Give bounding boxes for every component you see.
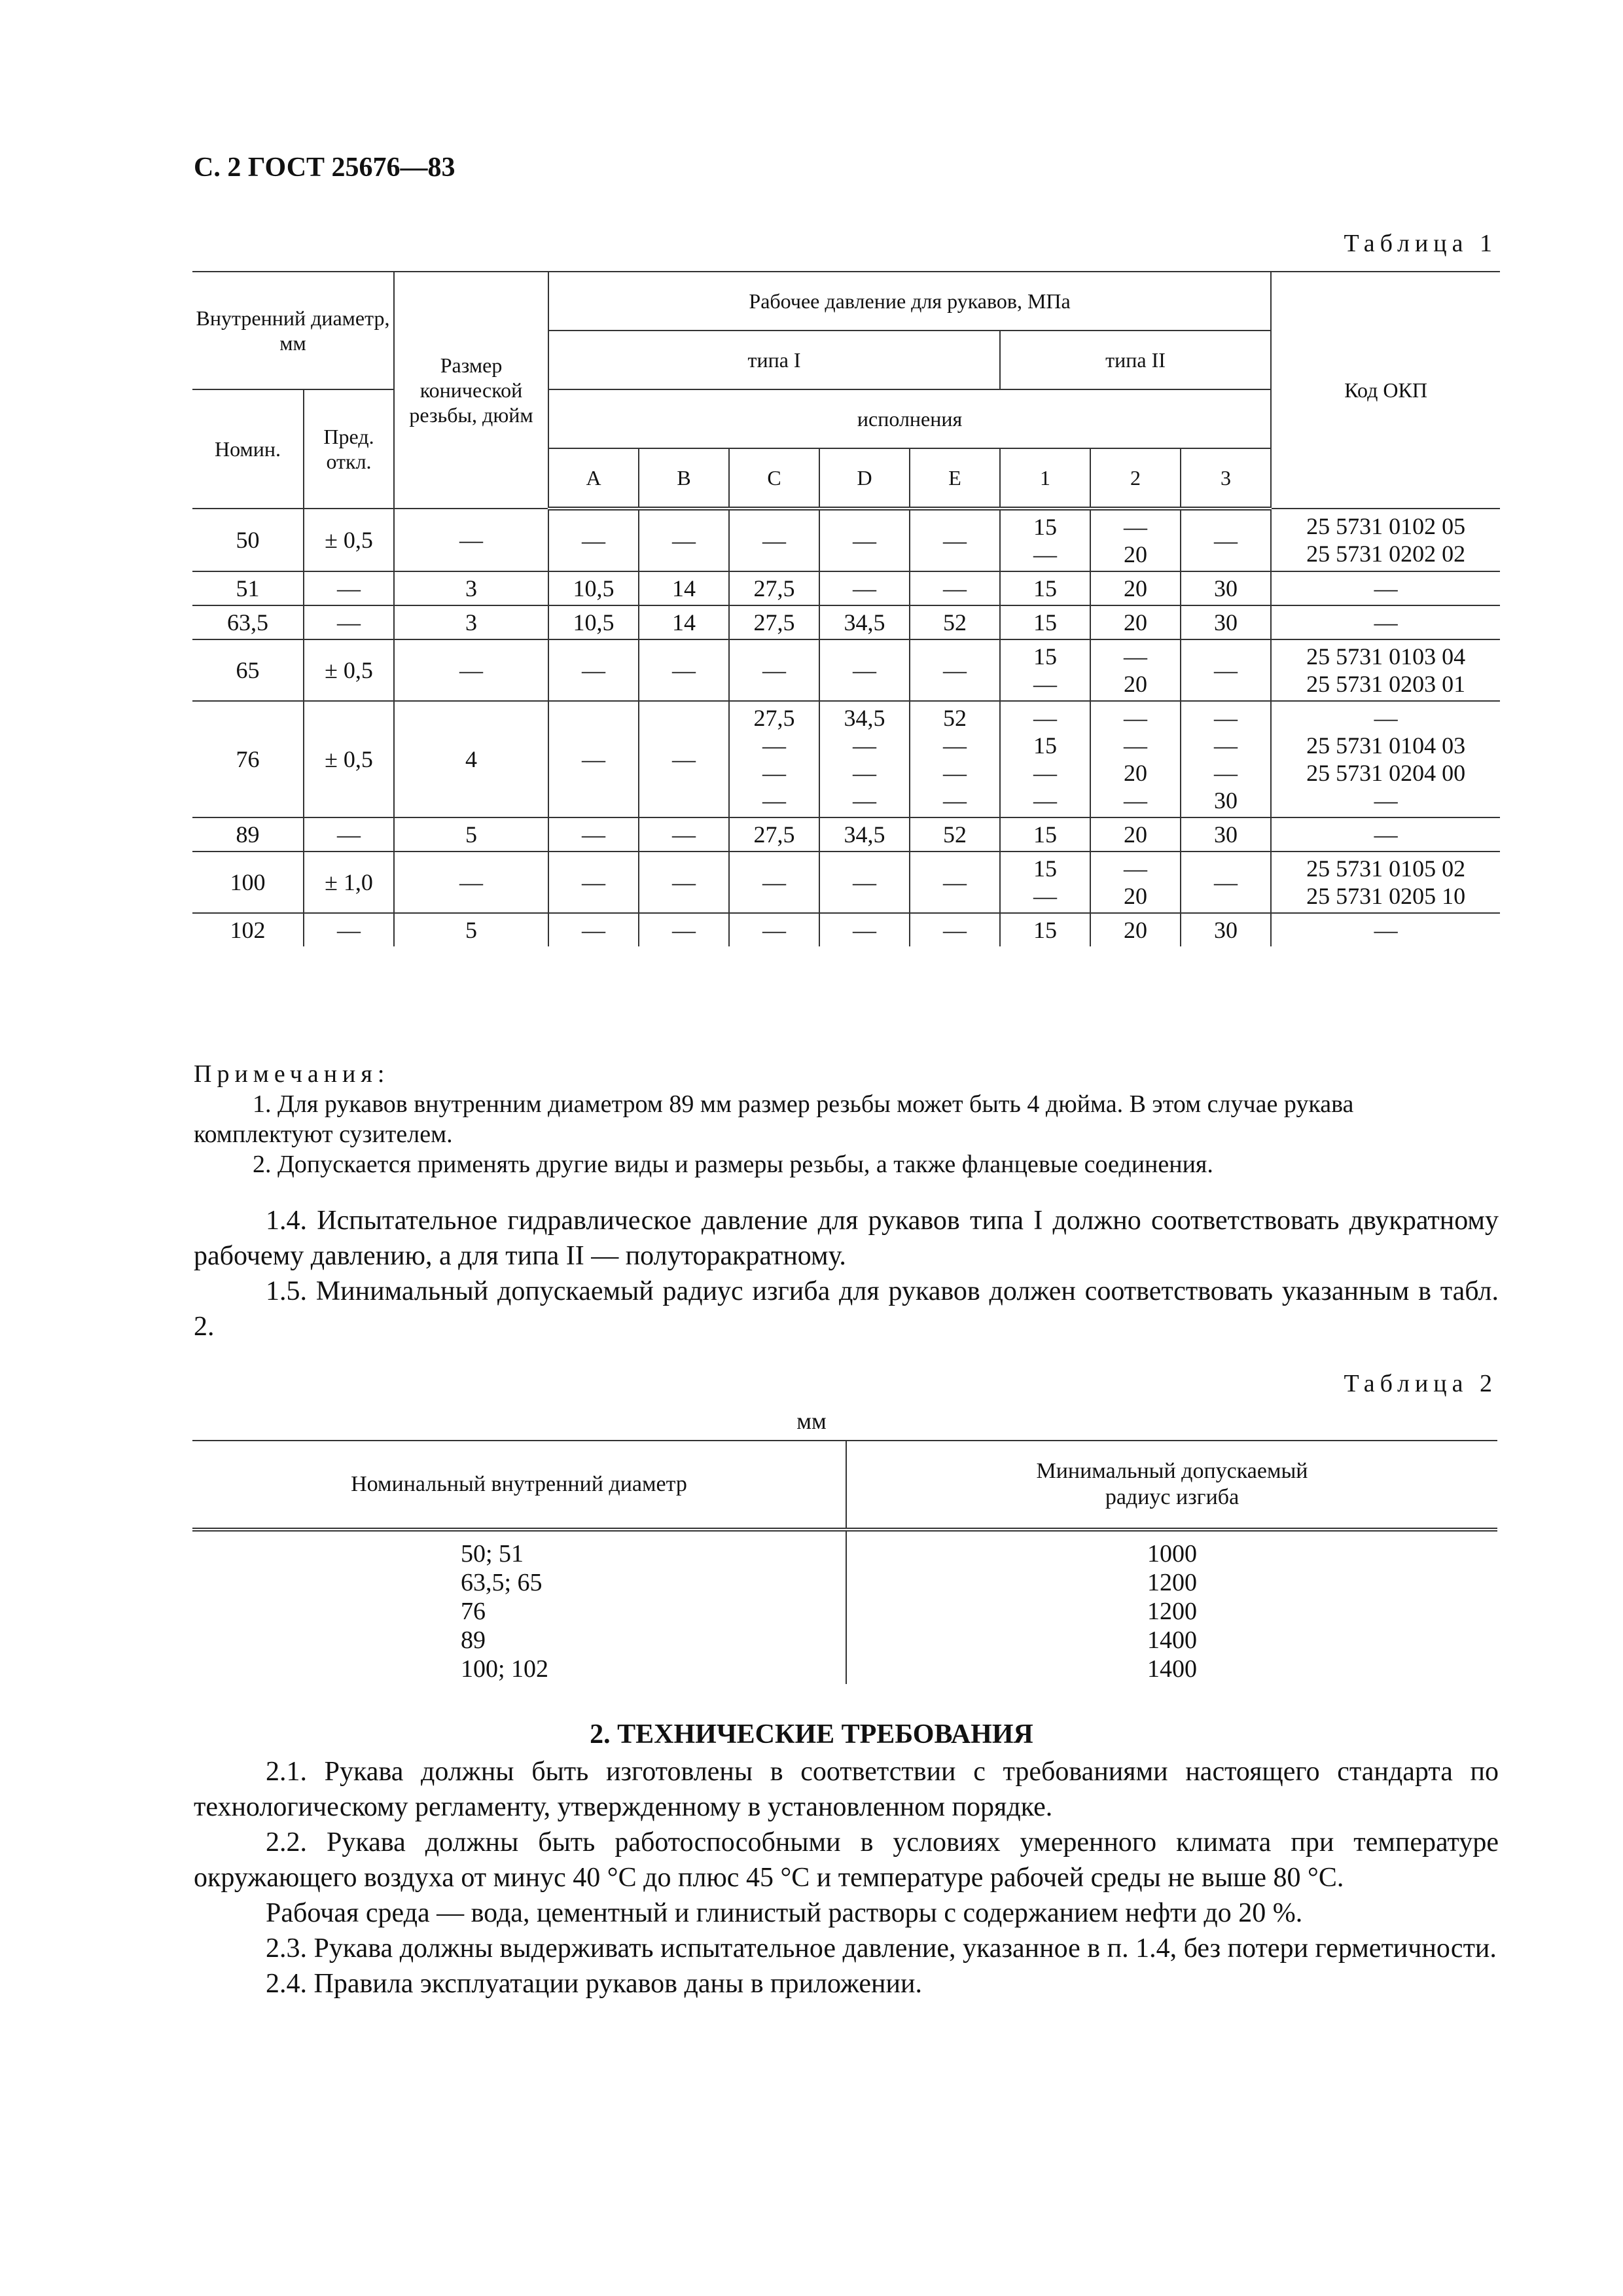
cell-line: 30 — [1214, 787, 1238, 814]
cell-deviation: — — [304, 817, 394, 852]
cell-b — [639, 571, 729, 605]
cell-line: 25 5731 0105 02 — [1306, 855, 1466, 882]
cell-t3 — [1181, 509, 1271, 571]
cell-line: — — [672, 528, 696, 554]
cell-t3 — [1181, 639, 1271, 701]
cell-line: — — [1214, 528, 1238, 554]
cell-deviation: — — [304, 913, 394, 946]
cell-deviation: — — [304, 571, 394, 605]
cell-line: — — [853, 657, 877, 683]
cell-line: — — [853, 917, 877, 943]
cell-t2 — [1090, 852, 1181, 913]
note-1: 1. Для рукавов внутренним диаметром 89 мм размер резьбы может быть 4 дюйма. В этом случае рукава комплектуют сузителем. — [194, 1090, 1354, 1148]
section2-text — [194, 1754, 1499, 2001]
paragraph-1-5: 1.5. Минимальный допускаемый радиус изгиба для рукавов должен соответствовать указанным в табл. 2. — [194, 1276, 1499, 1342]
table2-radius-value: 1200 — [1147, 1569, 1197, 1596]
cell-t1 — [1000, 913, 1090, 946]
cell-line: — — [853, 869, 877, 895]
cell-c — [729, 571, 819, 605]
cell-line: — — [853, 575, 877, 601]
table2-caption: Таблица 2 — [1344, 1370, 1497, 1397]
cell-line: 15 — [1033, 643, 1058, 670]
cell-line: — — [1033, 787, 1058, 814]
cell-line: 30 — [1214, 917, 1238, 943]
cell-okp — [1271, 509, 1500, 571]
head-sub-c: C — [729, 448, 819, 509]
table2-diameter-value: 50; 51 — [461, 1540, 524, 1568]
cell-thread: 4 — [394, 701, 548, 817]
cell-okp — [1271, 639, 1500, 701]
cell-d — [819, 509, 910, 571]
cell-t2 — [1090, 701, 1181, 817]
head-type1: типа I — [548, 331, 1000, 389]
cell-okp — [1271, 701, 1500, 817]
head-working-pressure: Рабочее давление для рукавов, МПа — [548, 272, 1271, 331]
cell-nominal: 50 — [192, 509, 304, 571]
cell-line: — — [762, 787, 787, 814]
table2-diameter-value: 76 — [461, 1598, 486, 1625]
cell-nominal: 89 — [192, 817, 304, 852]
cell-a — [548, 571, 639, 605]
cell-a — [548, 605, 639, 639]
table2-radius-value: 1400 — [1147, 1655, 1197, 1683]
cell-line: 20 — [1124, 671, 1148, 697]
cell-line: 34,5 — [844, 705, 885, 731]
cell-c — [729, 817, 819, 852]
cell-nominal: 63,5 — [192, 605, 304, 639]
cell-line: 52 — [943, 821, 967, 848]
cell-t1 — [1000, 509, 1090, 571]
table1-body — [192, 509, 1500, 946]
cell-deviation: — — [304, 605, 394, 639]
paragraphs-before-table2 — [194, 1203, 1499, 1344]
table-row — [192, 509, 1500, 571]
cell-t2 — [1090, 605, 1181, 639]
cell-line: — — [1374, 917, 1398, 943]
cell-line: 15 — [1033, 514, 1058, 540]
cell-t1 — [1000, 605, 1090, 639]
cell-line: — — [582, 657, 606, 683]
cell-t1 — [1000, 817, 1090, 852]
cell-deviation: ± 1,0 — [304, 852, 394, 913]
cell-line: — — [1374, 609, 1398, 636]
cell-line: — — [1374, 787, 1398, 814]
table-row — [192, 852, 1500, 913]
head-inner-diameter: Внутренний диаметр, мм — [192, 272, 394, 389]
cell-line: — — [672, 869, 696, 895]
head-thread-size: Размер конической резьбы, дюйм — [394, 272, 548, 509]
cell-c — [729, 701, 819, 817]
cell-line: 30 — [1214, 575, 1238, 601]
cell-line: 25 5731 0103 04 — [1306, 643, 1466, 670]
cell-line: — — [1374, 821, 1398, 848]
cell-thread: — — [394, 509, 548, 571]
cell-t2 — [1090, 817, 1181, 852]
cell-line: — — [762, 528, 787, 554]
cell-line: 27,5 — [753, 705, 795, 731]
cell-deviation: ± 0,5 — [304, 509, 394, 571]
head-deviation: Пред. откл. — [304, 389, 394, 509]
cell-line: 25 5731 0204 00 — [1306, 760, 1466, 786]
table-row — [192, 701, 1500, 817]
cell-t3 — [1181, 701, 1271, 817]
cell-okp — [1271, 605, 1500, 639]
cell-line: 34,5 — [844, 609, 885, 636]
head-okp-code: Код ОКП — [1271, 272, 1500, 509]
cell-t3 — [1181, 913, 1271, 946]
cell-line: — — [943, 575, 967, 601]
cell-line: — — [582, 528, 606, 554]
cell-b — [639, 605, 729, 639]
cell-line: — — [672, 657, 696, 683]
cell-line: — — [582, 917, 606, 943]
cell-t2 — [1090, 639, 1181, 701]
cell-line: — — [853, 787, 877, 814]
cell-line: — — [943, 760, 967, 786]
cell-line: — — [853, 528, 877, 554]
cell-line: 15 — [1033, 732, 1058, 759]
cell-e — [910, 701, 1000, 817]
cell-line: — — [853, 760, 877, 786]
cell-line: 25 5731 0104 03 — [1306, 732, 1466, 759]
cell-okp — [1271, 913, 1500, 946]
table1-caption: Таблица 1 — [1344, 230, 1497, 257]
cell-c — [729, 639, 819, 701]
cell-line: — — [1124, 705, 1148, 731]
cell-d — [819, 817, 910, 852]
cell-line: 15 — [1033, 821, 1058, 848]
cell-okp — [1271, 852, 1500, 913]
cell-a — [548, 817, 639, 852]
cell-line: — — [1124, 643, 1148, 670]
cell-e — [910, 913, 1000, 946]
cell-deviation: ± 0,5 — [304, 701, 394, 817]
cell-thread: 3 — [394, 571, 548, 605]
cell-line: 25 5731 0202 02 — [1306, 541, 1466, 567]
paragraph-2-2-medium: Рабочая среда — вода, цементный и глинистый растворы с содержанием нефти до 20 %. — [266, 1898, 1303, 1928]
cell-d — [819, 605, 910, 639]
cell-line: — — [582, 821, 606, 848]
table2-diameter-value: 100; 102 — [461, 1655, 549, 1683]
cell-line: 20 — [1124, 883, 1148, 909]
cell-t1 — [1000, 701, 1090, 817]
head-sub-a: A — [548, 448, 639, 509]
cell-line: — — [943, 732, 967, 759]
cell-line: 15 — [1033, 855, 1058, 882]
cell-line: — — [1033, 883, 1058, 909]
cell-a — [548, 852, 639, 913]
cell-line: — — [1214, 705, 1238, 731]
cell-line: — — [1124, 787, 1148, 814]
cell-line: — — [1214, 732, 1238, 759]
paragraph-2-1: 2.1. Рукава должны быть изготовлены в соответствии с требованиями настоящего стандарта по технологическому регламенту, утвержденному в установленном порядке. — [194, 1757, 1499, 1822]
note-2: 2. Допускается применять другие виды и размеры резьбы, а также фланцевые соединения. — [253, 1151, 1213, 1178]
cell-line: — — [943, 869, 967, 895]
table1 — [192, 271, 1500, 946]
cell-e — [910, 817, 1000, 852]
cell-c — [729, 605, 819, 639]
paragraph-2-2: 2.2. Рукава должны быть работоспособными в условиях умеренного климата при температуре окружающего воздуха от минус 40 °С до плюс 45 °С и температуре рабочей среды не выше 80 °С. — [194, 1827, 1499, 1893]
cell-nominal: 102 — [192, 913, 304, 946]
cell-line: 20 — [1124, 609, 1148, 636]
table2-head-radius: Минимальный допускаемый радиус изгиба — [846, 1441, 1497, 1530]
cell-line: — — [762, 732, 787, 759]
cell-line: — — [582, 869, 606, 895]
cell-e — [910, 639, 1000, 701]
cell-line: 25 5731 0205 10 — [1306, 883, 1466, 909]
cell-line: — — [582, 746, 606, 772]
cell-d — [819, 913, 910, 946]
cell-t3 — [1181, 817, 1271, 852]
cell-line: — — [853, 732, 877, 759]
cell-b — [639, 852, 729, 913]
cell-t1 — [1000, 571, 1090, 605]
table2-radius-value: 1200 — [1147, 1598, 1197, 1625]
cell-d — [819, 639, 910, 701]
cell-e — [910, 571, 1000, 605]
head-sub-d: D — [819, 448, 910, 509]
cell-line: — — [1124, 514, 1148, 540]
cell-d — [819, 571, 910, 605]
cell-c — [729, 509, 819, 571]
head-version: исполнения — [548, 389, 1271, 448]
cell-b — [639, 509, 729, 571]
cell-c — [729, 852, 819, 913]
table2-diameter-column — [192, 1530, 846, 1684]
cell-t3 — [1181, 852, 1271, 913]
cell-line: 15 — [1033, 609, 1058, 636]
table2-diameter-value: 89 — [461, 1626, 486, 1654]
cell-c — [729, 913, 819, 946]
table2-unit: мм — [796, 1408, 827, 1434]
table2-diameter-value: 63,5; 65 — [461, 1569, 543, 1596]
cell-e — [910, 509, 1000, 571]
cell-okp — [1271, 817, 1500, 852]
cell-line: — — [1033, 760, 1058, 786]
cell-t1 — [1000, 639, 1090, 701]
cell-a — [548, 509, 639, 571]
cell-t3 — [1181, 605, 1271, 639]
table2 — [192, 1440, 1497, 1684]
table1-notes — [194, 1059, 1499, 1179]
cell-t2 — [1090, 509, 1181, 571]
page-header: С. 2 ГОСТ 25676—83 — [194, 152, 455, 183]
head-sub-e: E — [910, 448, 1000, 509]
cell-line: 52 — [943, 705, 967, 731]
cell-line: 34,5 — [844, 821, 885, 848]
cell-line: 25 5731 0203 01 — [1306, 671, 1466, 697]
table-row — [192, 913, 1500, 946]
cell-thread: — — [394, 639, 548, 701]
cell-t3 — [1181, 571, 1271, 605]
cell-line: 30 — [1214, 821, 1238, 848]
cell-nominal: 76 — [192, 701, 304, 817]
cell-line: — — [1214, 657, 1238, 683]
cell-line: 52 — [943, 609, 967, 636]
head-sub-3: 3 — [1181, 448, 1271, 509]
cell-line: — — [1214, 869, 1238, 895]
cell-line: 30 — [1214, 609, 1238, 636]
cell-line: — — [1033, 671, 1058, 697]
cell-a — [548, 701, 639, 817]
cell-line: 10,5 — [573, 609, 615, 636]
cell-line: 20 — [1124, 917, 1148, 943]
cell-b — [639, 701, 729, 817]
table-row — [192, 817, 1500, 852]
cell-line: — — [672, 917, 696, 943]
cell-line: 15 — [1033, 575, 1058, 601]
head-sub-2: 2 — [1090, 448, 1181, 509]
cell-line: — — [943, 917, 967, 943]
cell-line: 20 — [1124, 541, 1148, 567]
cell-nominal: 65 — [192, 639, 304, 701]
cell-e — [910, 605, 1000, 639]
cell-thread: 5 — [394, 913, 548, 946]
cell-line: — — [1124, 732, 1148, 759]
paragraph-2-4: 2.4. Правила эксплуатации рукавов даны в приложении. — [266, 1969, 922, 1999]
cell-line: — — [672, 821, 696, 848]
cell-line: — — [943, 787, 967, 814]
cell-line: — — [762, 760, 787, 786]
table-row — [192, 639, 1500, 701]
section-heading: 2. ТЕХНИЧЕСКИЕ ТРЕБОВАНИЯ — [590, 1719, 1033, 1749]
cell-thread: 5 — [394, 817, 548, 852]
head-type2: типа II — [1000, 331, 1271, 389]
cell-t1 — [1000, 852, 1090, 913]
cell-line: 20 — [1124, 821, 1148, 848]
cell-b — [639, 639, 729, 701]
cell-deviation: ± 0,5 — [304, 639, 394, 701]
cell-line: — — [1214, 760, 1238, 786]
cell-line: 27,5 — [753, 609, 795, 636]
head-sub-b: B — [639, 448, 729, 509]
table2-radius-column — [846, 1530, 1497, 1684]
notes-title: Примечания: — [194, 1060, 390, 1088]
cell-b — [639, 817, 729, 852]
head-sub-1: 1 — [1000, 448, 1090, 509]
cell-line: — — [762, 657, 787, 683]
cell-line: — — [1374, 705, 1398, 731]
cell-line: — — [943, 657, 967, 683]
cell-a — [548, 639, 639, 701]
table2-head-diameter: Номинальный внутренний диаметр — [192, 1441, 846, 1530]
cell-line: 27,5 — [753, 821, 795, 848]
table-row — [192, 605, 1500, 639]
cell-line: — — [762, 869, 787, 895]
head-nominal: Номин. — [192, 389, 304, 509]
cell-line: — — [943, 528, 967, 554]
cell-line: 14 — [672, 609, 696, 636]
cell-line: — — [1033, 705, 1058, 731]
cell-a — [548, 913, 639, 946]
table2-radius-value: 1000 — [1147, 1540, 1197, 1568]
cell-thread: 3 — [394, 605, 548, 639]
cell-line: — — [1033, 541, 1058, 567]
paragraph-2-3: 2.3. Рукава должны выдерживать испытательное давление, указанное в п. 1.4, без потери герметичности. — [266, 1933, 1497, 1964]
cell-t2 — [1090, 913, 1181, 946]
cell-line: 20 — [1124, 575, 1148, 601]
cell-line: 20 — [1124, 760, 1148, 786]
cell-line: 27,5 — [753, 575, 795, 601]
cell-line: 25 5731 0102 05 — [1306, 513, 1466, 539]
cell-line: 10,5 — [573, 575, 615, 601]
table2-radius-value: 1400 — [1147, 1626, 1197, 1654]
cell-t2 — [1090, 571, 1181, 605]
cell-line: — — [1374, 575, 1398, 601]
cell-b — [639, 913, 729, 946]
cell-thread: — — [394, 852, 548, 913]
cell-line: 15 — [1033, 917, 1058, 943]
cell-line: — — [1124, 855, 1148, 882]
table-row — [192, 571, 1500, 605]
cell-line: 14 — [672, 575, 696, 601]
cell-e — [910, 852, 1000, 913]
cell-nominal: 100 — [192, 852, 304, 913]
cell-d — [819, 852, 910, 913]
cell-okp — [1271, 571, 1500, 605]
cell-nominal: 51 — [192, 571, 304, 605]
cell-line: — — [762, 917, 787, 943]
cell-d — [819, 701, 910, 817]
cell-line: — — [672, 746, 696, 772]
paragraph-1-4: 1.4. Испытательное гидравлическое давление для рукавов типа I должно соответствовать двукратному рабочему давлению, а для типа II — полуторакратному. — [194, 1206, 1499, 1271]
